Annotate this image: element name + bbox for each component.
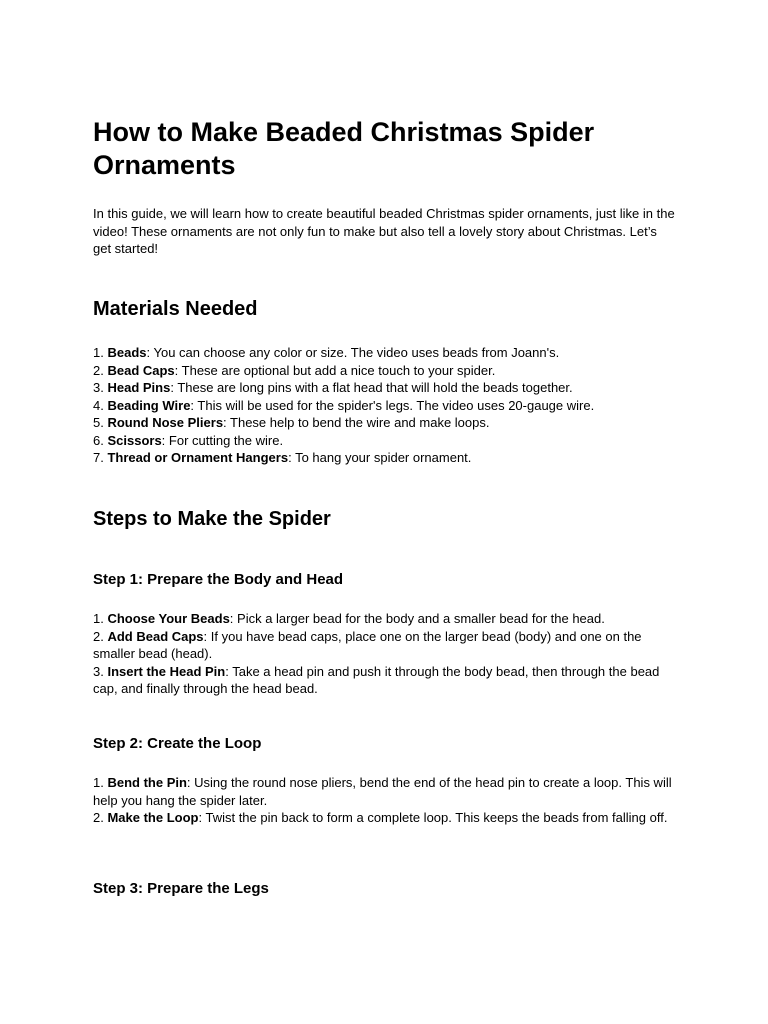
list-item: 1. Choose Your Beads: Pick a larger bead for the body and a smaller bead for the head. [93, 611, 605, 626]
list-item: 2. Add Bead Caps: If you have bead caps, place one on the larger bead (body) and one on the smaller bead (head). [93, 628, 642, 661]
materials-list [93, 344, 678, 467]
document-title: How to Make Beaded Christmas Spider Ornaments [93, 117, 595, 180]
list-item: 4. Beading Wire: This will be used for the spider's legs. The video uses 20-gauge wire. [93, 397, 595, 413]
list-item: 2. Bead Caps: These are optional but add a nice touch to your spider. [93, 362, 496, 378]
step1-heading: Step 1: Prepare the Body and Head [93, 571, 344, 588]
list-item: 3. Head Pins: These are long pins with a flat head that will hold the beads together. [93, 380, 573, 395]
intro-paragraph: In this guide, we will learn how to create beautiful beaded Christmas spider ornaments, just like in the video! These ornaments are not only fun to make but also tell a lovely story about Christmas. Let’s get started! [93, 206, 675, 256]
step3-heading: Step 3: Prepare the Legs [93, 880, 269, 897]
materials-heading: Materials Needed [93, 298, 258, 320]
list-item: 7. Thread or Ornament Hangers: To hang your spider ornament. [93, 450, 472, 465]
list-item: 1. Bend the Pin: Using the round nose pliers, bend the end of the head pin to create a loop. This will help you hang the spider later. [93, 775, 672, 808]
list-item: 5. Round Nose Pliers: These help to bend the wire and make loops. [93, 415, 490, 430]
step1-list [93, 610, 678, 698]
list-item: 6. Scissors: For cutting the wire. [93, 432, 284, 448]
step2-heading: Step 2: Create the Loop [93, 735, 262, 752]
list-item: 1. Beads: You can choose any color or size. The video uses beads from Joann's. [93, 345, 560, 360]
list-item: 3. Insert the Head Pin: Take a head pin and push it through the body bead, then through the bead cap, and finally through the head bead. [93, 663, 660, 696]
list-item: 2. Make the Loop: Twist the pin back to form a complete loop. This keeps the beads from falling off. [93, 810, 668, 825]
step2-list [93, 774, 678, 827]
steps-heading: Steps to Make the Spider [93, 508, 331, 530]
